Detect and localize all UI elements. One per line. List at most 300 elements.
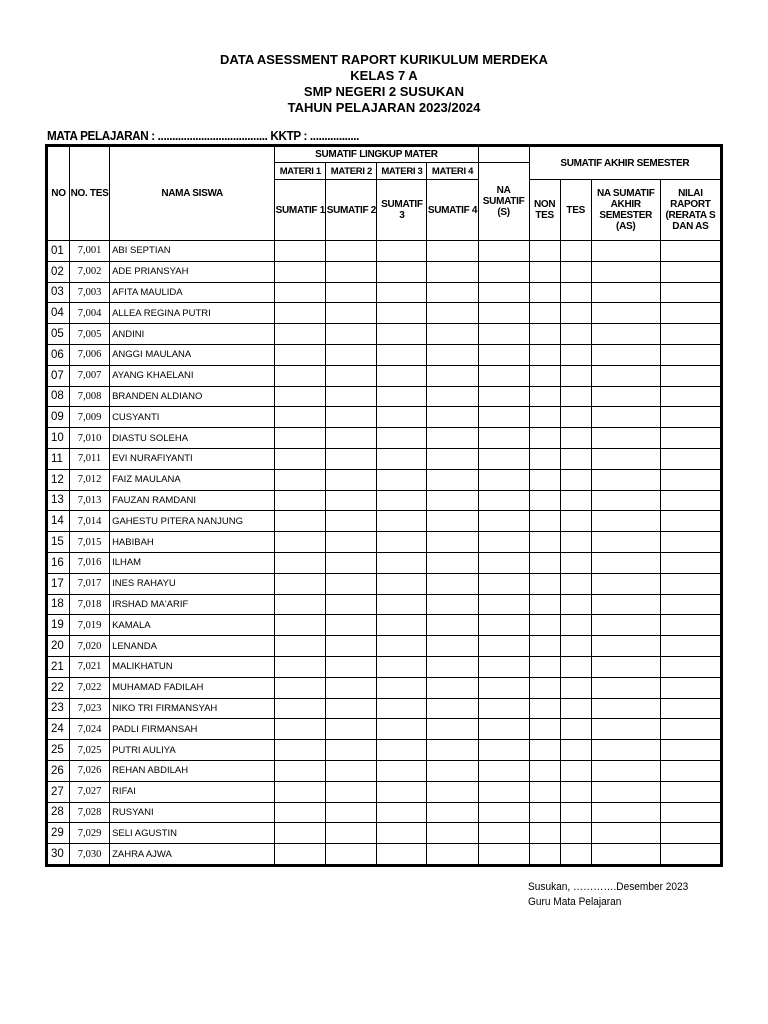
score-cell[interactable]	[377, 677, 427, 698]
score-cell[interactable]	[591, 490, 660, 511]
score-cell[interactable]	[478, 615, 529, 636]
score-cell[interactable]	[377, 698, 427, 719]
score-cell[interactable]	[275, 324, 326, 345]
score-cell[interactable]	[660, 802, 720, 823]
score-cell[interactable]	[478, 573, 529, 594]
score-cell[interactable]	[478, 344, 529, 365]
score-cell[interactable]	[275, 781, 326, 802]
score-cell[interactable]	[275, 740, 326, 761]
score-cell[interactable]	[529, 573, 560, 594]
score-cell[interactable]	[529, 844, 560, 865]
score-cell[interactable]	[560, 844, 591, 865]
score-cell[interactable]	[660, 740, 720, 761]
score-cell[interactable]	[560, 719, 591, 740]
score-cell[interactable]	[560, 365, 591, 386]
score-cell[interactable]	[427, 823, 478, 844]
score-cell[interactable]	[377, 573, 427, 594]
score-cell[interactable]	[427, 407, 478, 428]
score-cell[interactable]	[478, 760, 529, 781]
score-cell[interactable]	[377, 781, 427, 802]
score-cell[interactable]	[478, 324, 529, 345]
score-cell[interactable]	[275, 448, 326, 469]
score-cell[interactable]	[275, 760, 326, 781]
score-cell[interactable]	[427, 469, 478, 490]
score-cell[interactable]	[326, 677, 377, 698]
score-cell[interactable]	[427, 303, 478, 324]
score-cell[interactable]	[275, 844, 326, 865]
score-cell[interactable]	[529, 760, 560, 781]
score-cell[interactable]	[377, 532, 427, 553]
row-nama-siswa: ANDINI	[110, 324, 275, 345]
score-cell[interactable]	[326, 303, 377, 324]
score-cell[interactable]	[529, 656, 560, 677]
score-cell[interactable]	[560, 823, 591, 844]
score-cell[interactable]	[529, 490, 560, 511]
score-cell[interactable]	[560, 802, 591, 823]
score-cell[interactable]	[478, 448, 529, 469]
score-cell[interactable]	[560, 698, 591, 719]
score-cell[interactable]	[326, 469, 377, 490]
score-cell[interactable]	[427, 241, 478, 262]
score-cell[interactable]	[326, 740, 377, 761]
score-cell[interactable]	[326, 760, 377, 781]
score-cell[interactable]	[275, 719, 326, 740]
score-cell[interactable]	[560, 407, 591, 428]
score-cell[interactable]	[377, 303, 427, 324]
score-cell[interactable]	[275, 698, 326, 719]
score-cell[interactable]	[427, 719, 478, 740]
score-cell[interactable]	[529, 781, 560, 802]
score-cell[interactable]	[560, 344, 591, 365]
score-cell[interactable]	[478, 428, 529, 449]
score-cell[interactable]	[560, 490, 591, 511]
score-cell[interactable]	[529, 386, 560, 407]
score-cell[interactable]	[377, 365, 427, 386]
score-cell[interactable]	[326, 490, 377, 511]
score-cell[interactable]	[427, 386, 478, 407]
score-cell[interactable]	[660, 386, 720, 407]
score-cell[interactable]	[326, 781, 377, 802]
score-cell[interactable]	[591, 719, 660, 740]
score-cell[interactable]	[326, 532, 377, 553]
score-cell[interactable]	[560, 324, 591, 345]
score-cell[interactable]	[326, 823, 377, 844]
score-cell[interactable]	[326, 241, 377, 262]
score-cell[interactable]	[591, 344, 660, 365]
score-cell[interactable]	[427, 365, 478, 386]
score-cell[interactable]	[529, 324, 560, 345]
score-cell[interactable]	[591, 511, 660, 532]
score-cell[interactable]	[427, 615, 478, 636]
score-cell[interactable]	[275, 428, 326, 449]
score-cell[interactable]	[326, 428, 377, 449]
score-cell[interactable]	[377, 386, 427, 407]
score-cell[interactable]	[660, 532, 720, 553]
score-cell[interactable]	[560, 532, 591, 553]
row-no-tes: 7,018	[70, 594, 110, 615]
score-cell[interactable]	[660, 844, 720, 865]
score-cell[interactable]	[275, 241, 326, 262]
score-cell[interactable]	[275, 573, 326, 594]
score-cell[interactable]	[478, 365, 529, 386]
score-cell[interactable]	[427, 781, 478, 802]
score-cell[interactable]	[478, 656, 529, 677]
score-cell[interactable]	[326, 324, 377, 345]
score-cell[interactable]	[591, 594, 660, 615]
score-cell[interactable]	[591, 802, 660, 823]
score-cell[interactable]	[560, 448, 591, 469]
score-cell[interactable]	[377, 324, 427, 345]
score-cell[interactable]	[478, 490, 529, 511]
score-cell[interactable]	[660, 573, 720, 594]
score-cell[interactable]	[478, 719, 529, 740]
score-cell[interactable]	[478, 844, 529, 865]
row-nama-siswa: LENANDA	[110, 636, 275, 657]
header-sumatif-4: SUMATIF 4	[427, 180, 478, 241]
score-cell[interactable]	[377, 490, 427, 511]
score-cell[interactable]	[529, 282, 560, 303]
score-cell[interactable]	[326, 511, 377, 532]
score-cell[interactable]	[660, 594, 720, 615]
score-cell[interactable]	[275, 532, 326, 553]
score-cell[interactable]	[478, 823, 529, 844]
score-cell[interactable]	[591, 677, 660, 698]
score-cell[interactable]	[660, 656, 720, 677]
score-cell[interactable]	[377, 344, 427, 365]
score-cell[interactable]	[275, 615, 326, 636]
row-no: 05	[48, 324, 70, 345]
score-cell[interactable]	[275, 407, 326, 428]
score-cell[interactable]	[660, 469, 720, 490]
score-cell[interactable]	[275, 386, 326, 407]
score-cell[interactable]	[478, 552, 529, 573]
score-cell[interactable]	[275, 303, 326, 324]
score-cell[interactable]	[529, 407, 560, 428]
score-cell[interactable]	[377, 241, 427, 262]
score-cell[interactable]	[326, 844, 377, 865]
table-row	[48, 344, 721, 365]
score-cell[interactable]	[326, 719, 377, 740]
score-cell[interactable]	[377, 823, 427, 844]
score-cell[interactable]	[427, 844, 478, 865]
score-cell[interactable]	[326, 615, 377, 636]
score-cell[interactable]	[560, 615, 591, 636]
score-cell[interactable]	[478, 802, 529, 823]
header-nilai-raport: NILAI RAPORT (RERATA S DAN AS	[660, 180, 720, 241]
score-cell[interactable]	[560, 303, 591, 324]
score-cell[interactable]	[529, 594, 560, 615]
score-cell[interactable]	[660, 428, 720, 449]
row-nama-siswa: GAHESTU PITERA NANJUNG	[110, 511, 275, 532]
score-cell[interactable]	[560, 740, 591, 761]
score-cell[interactable]	[427, 532, 478, 553]
score-cell[interactable]	[660, 490, 720, 511]
score-cell[interactable]	[591, 844, 660, 865]
score-cell[interactable]	[591, 823, 660, 844]
score-cell[interactable]	[478, 261, 529, 282]
score-cell[interactable]	[660, 324, 720, 345]
row-nama-siswa: PUTRI AULIYA	[110, 740, 275, 761]
score-cell[interactable]	[326, 448, 377, 469]
score-cell[interactable]	[427, 594, 478, 615]
score-cell[interactable]	[591, 698, 660, 719]
score-cell[interactable]	[326, 552, 377, 573]
row-no-tes: 7,024	[70, 719, 110, 740]
score-cell[interactable]	[326, 261, 377, 282]
row-no-tes: 7,011	[70, 448, 110, 469]
score-cell[interactable]	[275, 365, 326, 386]
score-cell[interactable]	[591, 407, 660, 428]
row-no-tes: 7,010	[70, 428, 110, 449]
score-cell[interactable]	[660, 781, 720, 802]
score-cell[interactable]	[591, 282, 660, 303]
score-cell[interactable]	[560, 573, 591, 594]
score-cell[interactable]	[529, 677, 560, 698]
score-cell[interactable]	[478, 594, 529, 615]
score-cell[interactable]	[560, 261, 591, 282]
score-cell[interactable]	[427, 760, 478, 781]
score-cell[interactable]	[427, 677, 478, 698]
row-no: 10	[48, 428, 70, 449]
score-cell[interactable]	[560, 760, 591, 781]
score-cell[interactable]	[275, 636, 326, 657]
score-cell[interactable]	[427, 636, 478, 657]
score-cell[interactable]	[377, 428, 427, 449]
score-cell[interactable]	[660, 282, 720, 303]
score-cell[interactable]	[591, 636, 660, 657]
score-cell[interactable]	[529, 365, 560, 386]
score-cell[interactable]	[529, 719, 560, 740]
score-cell[interactable]	[591, 552, 660, 573]
score-cell[interactable]	[560, 552, 591, 573]
score-cell[interactable]	[560, 511, 591, 532]
score-cell[interactable]	[427, 656, 478, 677]
score-cell[interactable]	[326, 656, 377, 677]
score-cell[interactable]	[326, 344, 377, 365]
score-cell[interactable]	[377, 282, 427, 303]
score-cell[interactable]	[377, 636, 427, 657]
score-cell[interactable]	[427, 448, 478, 469]
score-cell[interactable]	[591, 261, 660, 282]
score-cell[interactable]	[275, 469, 326, 490]
score-cell[interactable]	[377, 740, 427, 761]
score-cell[interactable]	[478, 677, 529, 698]
score-cell[interactable]	[326, 282, 377, 303]
score-cell[interactable]	[660, 677, 720, 698]
score-cell[interactable]	[275, 282, 326, 303]
score-cell[interactable]	[478, 303, 529, 324]
score-cell[interactable]	[529, 511, 560, 532]
score-cell[interactable]	[529, 698, 560, 719]
score-cell[interactable]	[275, 656, 326, 677]
score-cell[interactable]	[529, 802, 560, 823]
score-cell[interactable]	[275, 490, 326, 511]
score-cell[interactable]	[591, 428, 660, 449]
score-cell[interactable]	[427, 740, 478, 761]
score-cell[interactable]	[560, 282, 591, 303]
score-cell[interactable]	[660, 615, 720, 636]
score-cell[interactable]	[377, 261, 427, 282]
score-cell[interactable]	[427, 282, 478, 303]
score-cell[interactable]	[591, 532, 660, 553]
score-cell[interactable]	[560, 428, 591, 449]
score-cell[interactable]	[478, 282, 529, 303]
score-cell[interactable]	[529, 469, 560, 490]
score-cell[interactable]	[529, 241, 560, 262]
score-cell[interactable]	[275, 344, 326, 365]
score-cell[interactable]	[326, 386, 377, 407]
row-nama-siswa: INES RAHAYU	[110, 573, 275, 594]
score-cell[interactable]	[591, 241, 660, 262]
score-cell[interactable]	[427, 344, 478, 365]
score-cell[interactable]	[377, 469, 427, 490]
score-cell[interactable]	[427, 428, 478, 449]
score-cell[interactable]	[326, 594, 377, 615]
score-cell[interactable]	[377, 448, 427, 469]
score-cell[interactable]	[660, 823, 720, 844]
score-cell[interactable]	[660, 344, 720, 365]
table-row	[48, 261, 721, 282]
score-cell[interactable]	[377, 615, 427, 636]
score-cell[interactable]	[591, 469, 660, 490]
score-cell[interactable]	[591, 573, 660, 594]
score-cell[interactable]	[377, 656, 427, 677]
score-cell[interactable]	[560, 677, 591, 698]
score-cell[interactable]	[591, 656, 660, 677]
score-cell[interactable]	[660, 365, 720, 386]
score-cell[interactable]	[377, 552, 427, 573]
title-line-3: SMP NEGERI 2 SUSUKAN	[303, 84, 465, 99]
score-cell[interactable]	[529, 636, 560, 657]
score-cell[interactable]	[660, 760, 720, 781]
score-cell[interactable]	[560, 636, 591, 657]
header-sumatif-1: SUMATIF 1	[275, 180, 326, 241]
score-cell[interactable]	[326, 636, 377, 657]
row-no: 18	[48, 594, 70, 615]
score-cell[interactable]	[529, 428, 560, 449]
score-cell[interactable]	[478, 636, 529, 657]
score-cell[interactable]	[529, 303, 560, 324]
score-cell[interactable]	[529, 261, 560, 282]
score-cell[interactable]	[275, 823, 326, 844]
score-cell[interactable]	[591, 386, 660, 407]
row-no-tes: 7,009	[70, 407, 110, 428]
score-cell[interactable]	[478, 407, 529, 428]
score-cell[interactable]	[591, 615, 660, 636]
score-cell[interactable]	[326, 365, 377, 386]
score-cell[interactable]	[660, 719, 720, 740]
row-nama-siswa: IRSHAD MA'ARIF	[110, 594, 275, 615]
score-cell[interactable]	[427, 261, 478, 282]
row-no-tes: 7,016	[70, 552, 110, 573]
score-cell[interactable]	[275, 802, 326, 823]
score-cell[interactable]	[529, 448, 560, 469]
score-cell[interactable]	[660, 636, 720, 657]
score-cell[interactable]	[377, 594, 427, 615]
score-cell[interactable]	[275, 677, 326, 698]
score-cell[interactable]	[529, 740, 560, 761]
score-cell[interactable]	[377, 802, 427, 823]
row-no: 25	[48, 740, 70, 761]
score-cell[interactable]	[660, 261, 720, 282]
table-row	[48, 428, 721, 449]
score-cell[interactable]	[427, 511, 478, 532]
score-cell[interactable]	[560, 594, 591, 615]
score-cell[interactable]	[377, 760, 427, 781]
score-cell[interactable]	[478, 532, 529, 553]
score-cell[interactable]	[529, 615, 560, 636]
score-cell[interactable]	[591, 760, 660, 781]
score-cell[interactable]	[660, 448, 720, 469]
score-cell[interactable]	[529, 344, 560, 365]
score-cell[interactable]	[591, 365, 660, 386]
score-cell[interactable]	[529, 552, 560, 573]
score-cell[interactable]	[660, 407, 720, 428]
score-cell[interactable]	[326, 698, 377, 719]
score-cell[interactable]	[591, 324, 660, 345]
score-cell[interactable]	[427, 698, 478, 719]
score-cell[interactable]	[326, 407, 377, 428]
score-cell[interactable]	[529, 823, 560, 844]
score-cell[interactable]	[660, 552, 720, 573]
score-cell[interactable]	[478, 698, 529, 719]
score-cell[interactable]	[560, 656, 591, 677]
score-cell[interactable]	[275, 261, 326, 282]
score-cell[interactable]	[326, 573, 377, 594]
score-cell[interactable]	[478, 241, 529, 262]
score-cell[interactable]	[275, 594, 326, 615]
score-cell[interactable]	[591, 781, 660, 802]
score-cell[interactable]	[660, 303, 720, 324]
score-cell[interactable]	[660, 241, 720, 262]
score-cell[interactable]	[660, 511, 720, 532]
score-cell[interactable]	[377, 511, 427, 532]
score-cell[interactable]	[529, 532, 560, 553]
score-cell[interactable]	[478, 469, 529, 490]
row-no-tes: 7,014	[70, 511, 110, 532]
score-cell[interactable]	[560, 469, 591, 490]
table-row	[48, 698, 721, 719]
score-cell[interactable]	[427, 573, 478, 594]
score-cell[interactable]	[560, 781, 591, 802]
score-cell[interactable]	[427, 802, 478, 823]
score-cell[interactable]	[591, 448, 660, 469]
score-cell[interactable]	[660, 698, 720, 719]
score-cell[interactable]	[275, 552, 326, 573]
row-nama-siswa: HABIBAH	[110, 532, 275, 553]
row-nama-siswa: ANGGI MAULANA	[110, 344, 275, 365]
score-cell[interactable]	[377, 407, 427, 428]
score-cell[interactable]	[478, 511, 529, 532]
score-cell[interactable]	[326, 802, 377, 823]
score-cell[interactable]	[427, 324, 478, 345]
score-cell[interactable]	[560, 386, 591, 407]
score-cell[interactable]	[427, 552, 478, 573]
score-cell[interactable]	[377, 719, 427, 740]
score-cell[interactable]	[591, 303, 660, 324]
score-cell[interactable]	[478, 740, 529, 761]
header-sumatif-akhir: SUMATIF AKHIR SEMESTER	[529, 147, 720, 180]
score-cell[interactable]	[275, 511, 326, 532]
row-no: 14	[48, 511, 70, 532]
score-cell[interactable]	[478, 386, 529, 407]
score-cell[interactable]	[427, 490, 478, 511]
score-cell[interactable]	[560, 241, 591, 262]
score-cell[interactable]	[478, 781, 529, 802]
table-row	[48, 282, 721, 303]
score-cell[interactable]	[377, 844, 427, 865]
score-cell[interactable]	[591, 740, 660, 761]
